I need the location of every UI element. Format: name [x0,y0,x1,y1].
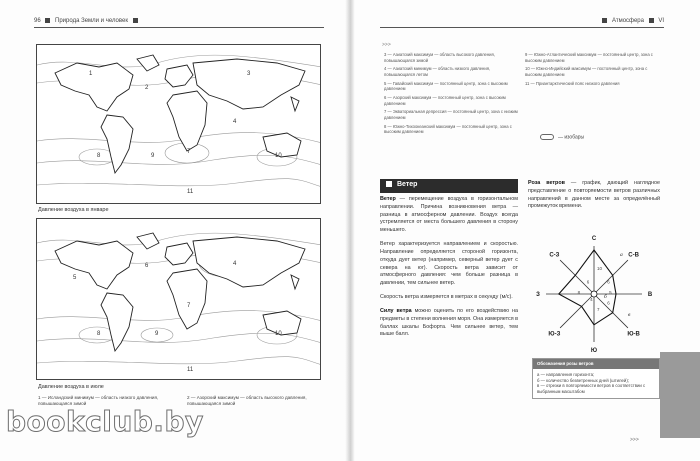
legend-item: 4 — Азиатский минимум — область низкого давления, повышающаяся летом [384,66,491,78]
left-header-rule [34,27,324,28]
rose-axis-sw [560,294,594,328]
left-page-number: 96 [34,18,41,25]
svg-text:11: 11 [187,367,194,373]
text-column-2 [528,180,660,217]
svg-text:6: 6 [145,263,149,269]
paragraph [528,180,660,211]
rose-direction-label: З [536,292,540,298]
continuation-chevrons-bottom: >>> [630,437,639,443]
rose-marker-label: б [604,294,607,300]
svg-text:5: 5 [73,275,77,281]
legend-item: 6 — Азорский максимум — постоянный центр, зона с высоким давлением [384,95,506,106]
rose-direction-label: Ю-З [548,331,561,338]
paragraph [380,241,518,288]
legend-item: 8 — Южно-Тихоокеанский максимум — постоянный центр, зона с высоким давлением [384,123,512,135]
svg-text:2: 2 [145,85,149,91]
book-gutter [345,0,355,461]
right-page-header [599,18,664,24]
svg-text:9: 9 [155,331,159,337]
term: Ветер [380,196,396,202]
svg-text:8: 8 [97,331,101,337]
paragraph-text: Скорость ветра измеряется в метрах в секунду (м/с). [380,294,513,301]
rose-frequency-value: 6 [607,300,610,306]
svg-text:3: 3 [247,71,251,77]
term: Силу ветра [380,307,412,314]
svg-text:9: 9 [151,153,155,159]
rose-direction-label: С [591,236,597,242]
section-heading [380,179,518,193]
rose-calm-circle [591,291,597,297]
rose-direction-label: С-В [628,252,639,259]
rose-marker-label: в [628,312,631,318]
rose-frequency-value: 7 [597,306,600,312]
legend-item: 7 — Экваториальная депрессия — постоянный центр, зона с низким давлением [384,109,518,121]
rose-frequency-value: 8 [577,290,581,295]
paragraph-text: Ветер характеризуется направлением и скоростью. Направление определяется стороной горизонта, откуда дует ветер (например, северный ветер дует с севера на юг). Скорость ветра зависит от атмосферного давления: чем больше разница в давлении, тем сильнее ветер. [380,241,518,287]
rose-legend-item: в — отрезки в повторяемости ветров в соответствии с выбранным масштабом [537,383,646,395]
isobar-swatch-icon [540,134,554,140]
right-header-rule [380,27,664,28]
svg-text:4: 4 [233,119,237,125]
rose-frequency-value: 4 [590,296,593,302]
left-breadcrumb: Природа Земли и человек [55,18,128,25]
rose-legend-item: а — направления горизонта; [537,371,595,377]
paragraph-text: — перемещение воздуха в горизонтальном направлении. Причина возникновения ветра — разница в атмосферном давлении. Воздух всегда устремляется от места большего давления в сторону меньшего. [380,196,518,234]
text-column-1 [380,196,518,345]
paragraph [380,294,518,302]
july-map-caption: Давление воздуха в июле [38,384,104,390]
rose-direction-label: В [647,292,653,298]
wind-rose-diagram [528,232,660,356]
page-side-tab [660,352,700,438]
continuation-chevrons: >>> [382,42,391,48]
legend-column-2 [525,52,660,141]
january-map-caption: Давление воздуха в январе [38,207,109,213]
january-pressure-map [36,44,321,204]
rose-direction-label: Ю-В [627,331,640,338]
svg-text:1: 1 [89,71,93,77]
svg-text:7: 7 [187,303,191,309]
right-map-legend [384,52,660,141]
header-square-icon [649,18,654,23]
legend-item: 10 — Южно-Индийский максимум — постоянный центр, зона с высоким давлением [525,66,648,78]
legend-column-1 [384,52,519,138]
legend-item: 5 — Гавайский максимум — постоянный центр, зона с высоким давлением [384,80,508,92]
legend-item: 1 — Исландский минимум — область низкого давления, повышающаяся зимой [38,395,159,407]
legend-item: 11 — Приантарктический пояс низкого давления [525,80,620,86]
legend-item: 3 — Азиатский максимум — область высокого давления, повышающаяся зимой [384,52,495,63]
rose-legend-title: Обозначения розы ветров [533,359,659,369]
right-chapter-number: VI [658,18,664,25]
svg-text:4: 4 [233,261,237,267]
svg-text:10: 10 [275,331,282,337]
term: Роза ветров [528,180,565,186]
rose-frequency-value: 6 [607,279,610,285]
july-pressure-map [36,218,321,380]
rose-frequency-value: 6 [586,279,590,285]
rose-frequency-value: 5 [609,290,612,295]
wind-rose-legend-box [532,358,660,399]
paragraph [380,308,518,339]
rose-frequency-value: 10 [597,265,603,271]
svg-text:8: 8 [97,153,101,159]
left-page-header [34,18,141,24]
paragraph [380,196,518,235]
header-square-icon [602,18,607,23]
isobar-legend [540,134,584,140]
rose-marker-label: а [620,252,623,258]
rose-axis-nw [560,260,594,294]
world-map-july [37,219,321,380]
isobar-label: — изобары [558,134,585,141]
header-square-icon [133,18,138,23]
legend-item: 9 — Южно-Атлантический максимум — постоянный центр, зона с высоким давлением [525,52,653,63]
svg-text:11: 11 [187,189,194,195]
rose-direction-label: Ю [590,348,598,354]
paragraph-text: можно оценить по его воздействию на предметы в степени волнения моря. Она измеряется в баллах шкалы Бофорта. Чем сильнее ветер, тем выше балл. [380,307,518,338]
rose-legend-content [533,369,659,398]
header-square-icon [45,18,50,23]
watermark-logo: bookclub.by [6,405,204,438]
rose-direction-label: С-З [549,252,560,259]
svg-text:7: 7 [187,149,191,155]
section-title: Ветер [397,181,418,188]
paragraph-text: — график, дающий наглядное представление о повторяемости ветров различных направлений в данном месте за определённый промежуток времени. [528,180,660,210]
svg-text:10: 10 [275,153,282,159]
right-section-title: Атмосфера [611,18,644,25]
heading-square-icon [386,181,392,187]
legend-item: 2 — Азорский максимум — область высокого давления, повышающаяся зимой [187,395,307,407]
rose-legend-item: б — количество безветренных дней (штилей); [537,377,629,383]
world-map-january [37,45,321,204]
